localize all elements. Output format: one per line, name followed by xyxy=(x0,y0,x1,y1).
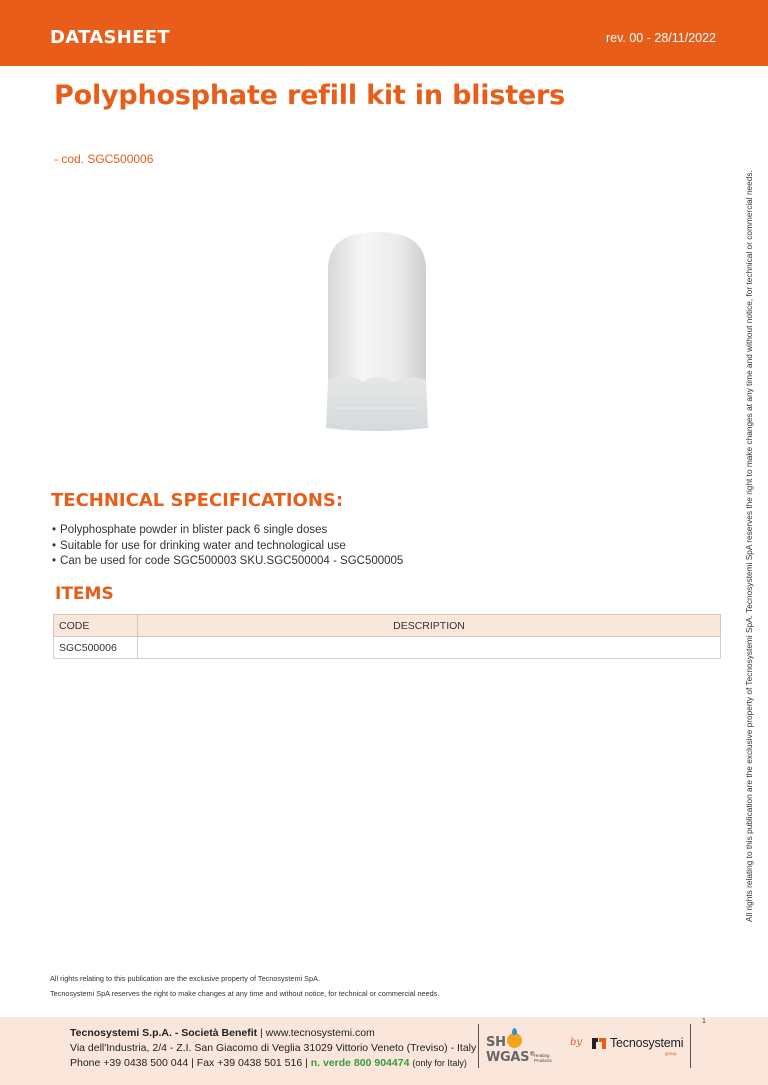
spec-item: • Can be used for code SGC500003 SKU.SGC500004 - SGC500005 xyxy=(52,554,403,570)
tecnosystemi-logo xyxy=(588,1034,682,1060)
column-header-code: CODE xyxy=(54,615,138,637)
spec-item: • Suitable for use for drinking water and technological use xyxy=(52,539,403,555)
rights-notice xyxy=(50,971,439,1001)
cell-code: SGC500006 xyxy=(54,637,138,659)
company-name: Tecnosystemi S.p.A. - Società Benefit xyxy=(70,1027,258,1039)
page-number: 1 xyxy=(702,1018,706,1025)
footer-company xyxy=(70,1027,375,1039)
rights-line: All rights relating to this publication are the exclusive property of Tecnosystemi SpA. xyxy=(50,974,320,983)
spec-item: • Polyphosphate powder in blister pack 6 single doses xyxy=(52,523,403,539)
footer-phone xyxy=(70,1057,467,1069)
phone-fax: Phone +39 0438 500 044 | Fax +39 0438 501 516 | xyxy=(70,1057,308,1069)
company-website[interactable]: | www.tecnosystemi.com xyxy=(260,1027,375,1039)
toll-free-note: (only for Italy) xyxy=(412,1058,467,1068)
by-label: by xyxy=(570,1037,583,1048)
page-title: Polyphosphate refill kit in blisters xyxy=(54,80,565,111)
showgas-prefix: SH xyxy=(486,1035,506,1050)
specifications-list xyxy=(52,523,403,570)
tecnosystemi-mark-icon xyxy=(592,1038,606,1049)
product-code: - cod. SGC500006 xyxy=(54,152,154,166)
datasheet-label: DATASHEET xyxy=(50,27,170,48)
revision-date: rev. 00 - 28/11/2022 xyxy=(605,31,716,45)
technical-specifications-heading: TECHNICAL SPECIFICATIONS: xyxy=(51,490,344,511)
product-image xyxy=(318,222,436,434)
footer-divider xyxy=(478,1024,479,1068)
cell-description xyxy=(138,637,721,659)
showgas-logo xyxy=(486,1031,568,1063)
footer-address: Via dell'Industria, 2/4 - Z.I. San Giacomo di Veglia 31029 Vittorio Veneto (Treviso) - Italy xyxy=(70,1042,477,1054)
tecnosystemi-subtitle: group xyxy=(665,1051,677,1056)
items-table xyxy=(53,614,721,659)
toll-free-number: n. verde 800 904474 xyxy=(310,1057,410,1069)
showgas-subtitle: Heating Products xyxy=(534,1053,552,1063)
flame-drop-icon xyxy=(507,1033,522,1048)
column-header-description: DESCRIPTION xyxy=(138,615,721,637)
items-heading: ITEMS xyxy=(55,584,114,604)
showgas-suffix: WGAS xyxy=(486,1050,530,1065)
footer-divider xyxy=(690,1024,691,1068)
registered-mark: ® xyxy=(529,1050,535,1058)
table-header-row xyxy=(54,615,721,637)
vertical-rights-note: All rights relating to this publication are the exclusive property of Tecnosystemi SpA. Tecnosystemi SpA reserves the right to make changes at any time and without notice, for technical or commercial needs. xyxy=(744,170,754,922)
rights-line: Tecnosystemi SpA reserves the right to make changes at any time and without notice, for technical or commercial needs. xyxy=(50,989,440,998)
table-row xyxy=(54,637,721,659)
tecnosystemi-wordmark: Tecnosystemi xyxy=(610,1036,684,1050)
